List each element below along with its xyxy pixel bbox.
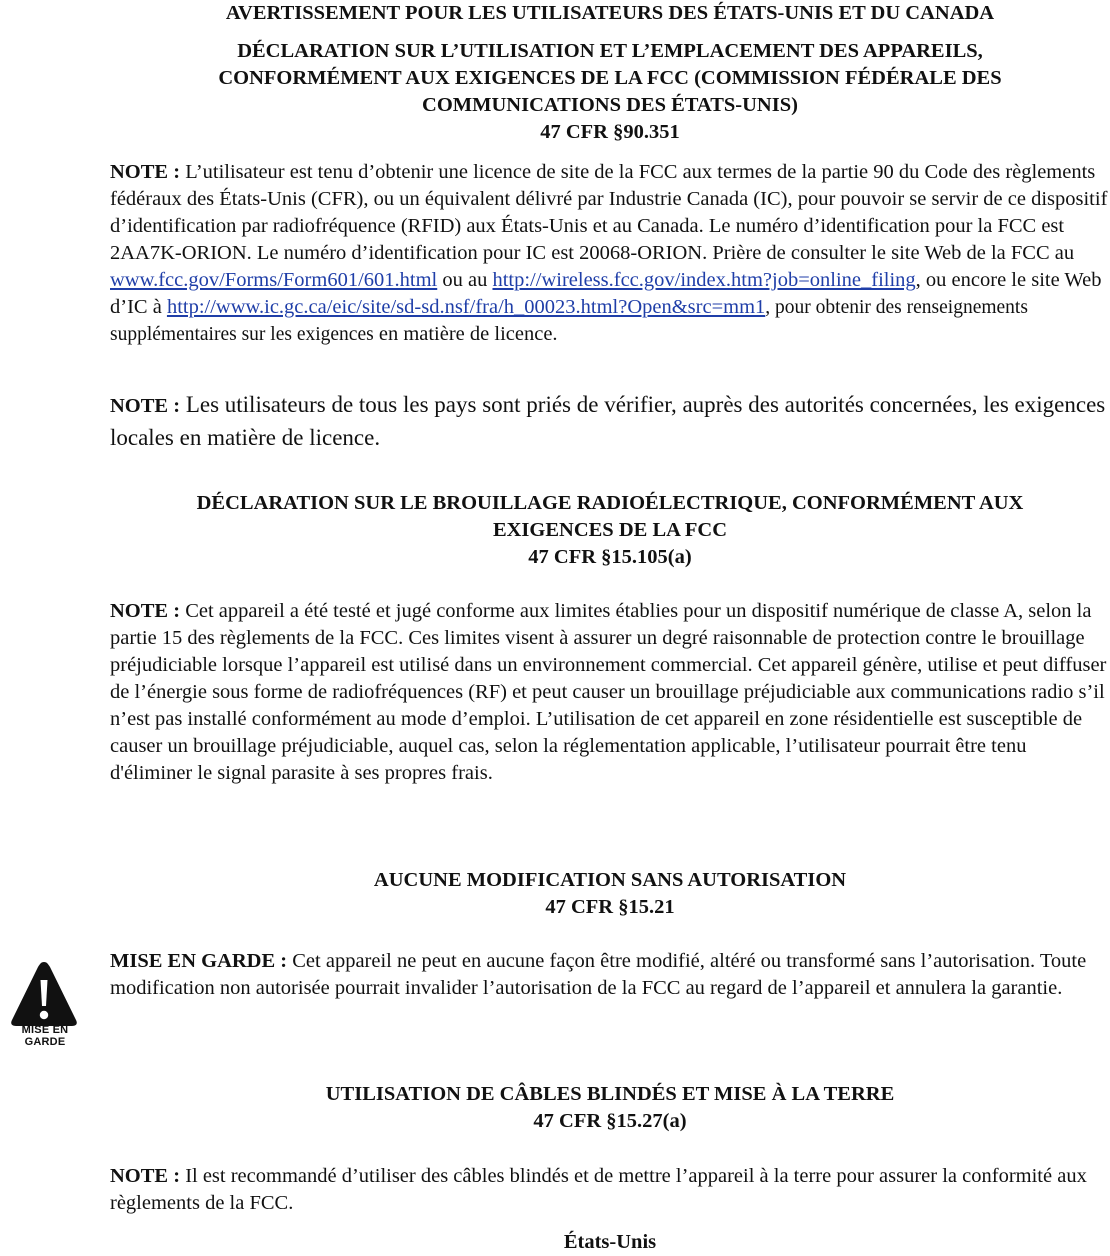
declaration-heading [110, 38, 1110, 146]
caution-note [110, 948, 1110, 1002]
footer-heading: États-Unis [563, 1231, 657, 1253]
interference-heading [110, 490, 1110, 571]
note-label: NOTE : [110, 161, 181, 183]
declaration-cfr: 47 CFR §90.351 [540, 121, 680, 143]
country-note-text: Les utilisateurs de tous les pays sont priés de vérifier, auprès des autorités concernées, les exigences locales en matière de licence. [110, 392, 1106, 450]
cables-note-text: Il est recommandé d’utiliser des câbles blindés et de mettre l’appareil à la terre pour assurer la conformité aux règlements de la FCC. [110, 1165, 1087, 1214]
caution-label: MISE EN GARDE : [110, 950, 288, 972]
caution-icon-label: MISE EN GARDE [21, 1024, 69, 1048]
licence-note-text: L’utilisateur est tenu d’obtenir une licence de site de la FCC aux termes de la partie 90 du Code des règlements fédéraux des États-Unis (CFR), ou un équivalent délivré par Industrie Canada (IC), pour pouvoir se servir de ce dispositif d’identification par radiofréquence (RFID) aux États-Unis et au Canada. Le numéro d’identification pour la FCC est 2AA7K-ORION. Le numéro d’identification pour IC est 20068-ORION. Prière de consulter le site Web de la FCC au [110, 161, 1108, 264]
fcc-form-link[interactable]: www.fcc.gov/Forms/Form601/601.html [110, 269, 438, 291]
declaration-heading-line1: DÉCLARATION SUR L’UTILISATION ET L’EMPLACEMENT DES APPAREILS, [237, 40, 983, 62]
ic-website-link[interactable]: http://www.ic.gc.ca/eic/site/sd-sd.nsf/fra/h_00023.html?Open&src=mm1 [166, 296, 766, 318]
interference-cfr: 47 CFR §15.105(a) [528, 546, 692, 568]
cables-cfr: 47 CFR §15.27(a) [533, 1110, 687, 1132]
modification-heading-title: AUCUNE MODIFICATION SANS AUTORISATION [373, 869, 847, 891]
licence-note [110, 159, 1110, 348]
note-label: NOTE : [110, 600, 181, 622]
country-note [110, 389, 1110, 453]
interference-note-text: Cet appareil a été testé et jugé conforme aux limites établies pour un dispositif numérique de classe A, selon la partie 15 des règlements de la FCC. Ces limites visent à assurer un degré raisonnable de protection contre le brouillage préjudiciable lorsque l’appareil est utilisé dans un environnement commercial. Cet appareil génère, utilise et peut diffuser de l’énergie sous forme de radiofréquences (RF) et peut causer un brouillage préjudiciable aux communications radio s’il n’est pas installé conformément au mode d’emploi. L’utilisation de cet appareil en zone résidentielle est susceptible de causer un brouillage préjudiciable, auquel cas, selon la réglementation applicable, l’utilisateur pourrait être tenu d'éliminer le signal parasite à ses propres frais. [110, 600, 1107, 784]
note-label: NOTE : [110, 395, 181, 417]
note-label: NOTE : [110, 1165, 181, 1187]
interference-heading-line2: EXIGENCES DE LA FCC [492, 519, 728, 541]
cables-heading-title: UTILISATION DE CÂBLES BLINDÉS ET MISE À LA TERRE [325, 1083, 895, 1105]
fcc-wireless-link[interactable]: http://wireless.fcc.gov/index.htm?job=online_filing [492, 269, 916, 291]
declaration-heading-line2: CONFORMÉMENT AUX EXIGENCES DE LA FCC (COMMISSION FÉDÉRALE DES [218, 67, 1002, 89]
caution-note-text: Cet appareil ne peut en aucune façon être modifié, altéré ou transformé sans l’autorisation. Toute modification non autorisée pourrait invalider l’autorisation de la FCC au regard de l’appareil et annulera la garantie. [110, 950, 1087, 999]
cables-note [110, 1163, 1110, 1217]
modification-cfr: 47 CFR §15.21 [545, 896, 675, 918]
page-title: AVERTISSEMENT POUR LES UTILISATEURS DES ÉTATS-UNIS ET DU CANADA [225, 2, 995, 24]
modification-heading [110, 867, 1110, 921]
licence-note-tail: , pour obtenir des renseignements supplémentaires sur les exigences [110, 297, 1028, 345]
interference-heading-line1: DÉCLARATION SUR LE BROUILLAGE RADIOÉLECTRIQUE, CONFORMÉMENT AUX [196, 492, 1024, 514]
cables-heading [110, 1081, 1110, 1135]
licence-note-or: ou au [437, 269, 493, 291]
licence-note-mid: , ou encore le site Web d’IC à [110, 269, 1102, 318]
interference-note [110, 598, 1110, 787]
licence-note-end: en matière de licence. [373, 323, 558, 345]
declaration-heading-line3: COMMUNICATIONS DES ÉTATS-UNIS) [422, 94, 798, 116]
